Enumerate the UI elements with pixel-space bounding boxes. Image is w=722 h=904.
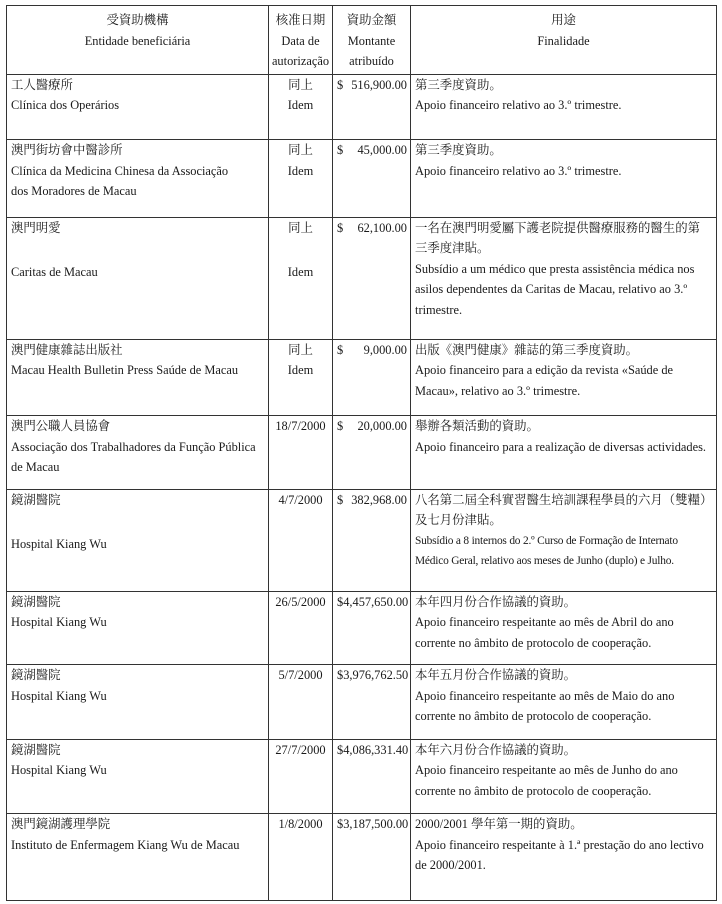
header-amount-pt1: Montante (347, 33, 396, 48)
beneficiary-cell (7, 665, 269, 740)
date-value: 18/7/2000 (275, 419, 326, 434)
beneficiary-zh: 澳門健康雜誌出版社 (11, 342, 123, 357)
amount-cell (333, 416, 411, 490)
amount-value: 4,457,650.00 (343, 594, 409, 609)
amount-cell (333, 814, 411, 901)
purpose-zh: 2000/2001 學年第一期的資助。 (415, 817, 583, 832)
date-value: 1/8/2000 (278, 817, 323, 832)
beneficiary-cell (7, 217, 269, 339)
beneficiary-pt: Hospital Kiang Wu (11, 615, 107, 630)
purpose-cell (411, 665, 717, 740)
beneficiary-pt: Hospital Kiang Wu (11, 763, 107, 778)
beneficiary-pt: Hospital Kiang Wu (11, 688, 107, 703)
purpose-zh: 本年四月份合作協議的資助。 (415, 594, 577, 609)
header-date-pt1: Data de (281, 33, 320, 48)
date-cell (269, 217, 333, 339)
amount-cell (333, 140, 411, 218)
currency-symbol: $ (337, 220, 344, 235)
date-pt: Idem (287, 163, 314, 178)
date-zh: 同上 (288, 143, 313, 158)
purpose-zh: 第三季度資助。 (415, 143, 502, 158)
table-row (7, 814, 717, 901)
purpose-cell (411, 814, 717, 901)
beneficiary-pt: Instituto de Enfermagem Kiang Wu de Macau (11, 837, 240, 852)
table-row (7, 416, 717, 490)
date-cell (269, 489, 333, 591)
date-cell (269, 339, 333, 416)
beneficiary-pt: Clínica dos Operários (11, 98, 120, 113)
beneficiary-zh: 鏡湖醫院 (11, 492, 61, 507)
purpose-pt: Apoio financeiro para a realização de diversas actividades. (415, 439, 707, 454)
table-row (7, 217, 717, 339)
header-amount-zh: 資助金額 (346, 13, 397, 27)
date-value: 5/7/2000 (278, 668, 323, 683)
currency-symbol: $ (337, 143, 344, 158)
date-value: 26/5/2000 (275, 594, 326, 609)
header-beneficiary-zh: 受資助機構 (106, 13, 169, 27)
beneficiary-zh: 鏡湖醫院 (11, 668, 61, 683)
date-cell (269, 74, 333, 140)
header-purpose (411, 6, 717, 75)
purpose-zh: 第三季度資助。 (415, 77, 502, 92)
header-purpose-pt: Finalidade (537, 33, 590, 48)
beneficiary-pt: Macau Health Bulletin Press Saúde de Macau (11, 363, 239, 378)
table-row (7, 339, 717, 416)
beneficiary-pt: Clínica da Medicina Chinesa da Associação (11, 163, 229, 178)
currency-symbol: $ (337, 492, 344, 507)
beneficiary-cell (7, 416, 269, 490)
table-row (7, 739, 717, 814)
purpose-zh: 八名第二屆全科實習醫生培訓課程學員的六月（雙糧）及七月份津貼。 (415, 492, 707, 528)
header-purpose-zh: 用途 (551, 13, 576, 27)
beneficiary-zh: 鏡湖醫院 (11, 742, 61, 757)
amount-cell (333, 339, 411, 416)
header-amount (333, 6, 411, 75)
purpose-cell (411, 74, 717, 140)
currency-symbol: $ (337, 817, 344, 832)
currency-symbol: $ (337, 594, 344, 609)
header-beneficiary-pt: Entidade beneficiária (84, 33, 191, 48)
amount-cell (333, 665, 411, 740)
header-beneficiary (7, 6, 269, 75)
purpose-pt: Apoio financeiro relativo ao 3.º trimestre. (415, 98, 622, 113)
amount-value: 4,086,331.40 (343, 742, 409, 757)
beneficiary-zh: 工人醫療所 (11, 77, 73, 92)
beneficiary-pt: Associação dos Trabalhadores da Função Pública de Macau (11, 439, 256, 475)
purpose-cell (411, 489, 717, 591)
date-pt: Idem (287, 363, 314, 378)
beneficiary-zh: 澳門街坊會中醫診所 (11, 143, 123, 158)
amount-cell (333, 739, 411, 814)
purpose-pt: Apoio financeiro respeitante à 1.ª prestação do ano lectivo de 2000/2001. (415, 837, 704, 873)
date-pt: Idem (287, 98, 314, 113)
table-row (7, 74, 717, 140)
date-cell (269, 416, 333, 490)
beneficiary-cell (7, 74, 269, 140)
beneficiary-cell (7, 140, 269, 218)
purpose-cell (411, 739, 717, 814)
purpose-pt: Apoio financeiro para a edição da revista «Saúde de Macau», relativo ao 3.º trimestre. (415, 363, 674, 398)
beneficiary-cell (7, 591, 269, 665)
currency-symbol: $ (337, 419, 344, 434)
beneficiary-zh: 澳門公職人員協會 (11, 419, 111, 434)
table-row (7, 489, 717, 591)
table-row (7, 591, 717, 665)
amount-cell (333, 217, 411, 339)
date-value: 27/7/2000 (275, 742, 326, 757)
purpose-zh: 本年五月份合作協議的資助。 (415, 668, 577, 683)
header-date-pt2: autorização (271, 54, 330, 68)
beneficiary-zh: 澳門明愛 (11, 220, 61, 235)
header-date-zh: 核准日期 (275, 13, 326, 27)
date-pt: Idem (287, 265, 314, 280)
date-cell (269, 665, 333, 740)
beneficiary-pt: Hospital Kiang Wu (11, 537, 107, 552)
amount-value: 3,976,762.50 (343, 668, 409, 683)
date-cell (269, 739, 333, 814)
currency-symbol: $ (337, 342, 344, 357)
purpose-pt: Apoio financeiro respeitante ao mês de Junho do ano corrente no âmbito de protocolo de cooperação. (415, 763, 678, 798)
beneficiary-pt: dos Moradores de Macau (11, 184, 137, 199)
amount-value: 516,900.00 (351, 77, 407, 92)
purpose-pt: Apoio financeiro respeitante ao mês de Abril do ano corrente no âmbito de protocolo de cooperação. (415, 615, 674, 650)
table-row (7, 140, 717, 218)
date-cell (269, 140, 333, 218)
purpose-cell (411, 591, 717, 665)
purpose-cell (411, 339, 717, 416)
currency-symbol: $ (337, 668, 344, 683)
date-value: 4/7/2000 (278, 492, 323, 507)
purpose-pt: Apoio financeiro respeitante ao mês de Maio do ano corrente no âmbito de protocolo de cooperação. (415, 688, 675, 724)
date-cell (269, 591, 333, 665)
purpose-zh: 本年六月份合作協議的資助。 (415, 742, 577, 757)
date-zh: 同上 (288, 77, 313, 92)
date-cell (269, 814, 333, 901)
currency-symbol: $ (337, 742, 344, 757)
beneficiary-cell (7, 489, 269, 591)
header-date (269, 6, 333, 75)
amount-value: 62,100.00 (357, 220, 407, 235)
table-row (7, 665, 717, 740)
purpose-zh: 舉辦各類活動的資助。 (415, 419, 539, 434)
amount-cell (333, 489, 411, 591)
header-row (7, 6, 717, 75)
date-zh: 同上 (288, 342, 313, 357)
amount-value: 3,187,500.00 (343, 817, 409, 832)
purpose-cell (411, 217, 717, 339)
amount-cell (333, 74, 411, 140)
purpose-zh: 出版《澳門健康》雜誌的第三季度資助。 (415, 342, 639, 357)
purpose-cell (411, 416, 717, 490)
purpose-cell (411, 140, 717, 218)
purpose-pt: Subsídio a 8 internos do 2.º Curso de Formação de Internato Médico Geral, relativo aos meses de Junho (duplo) e Julho. (415, 534, 678, 567)
beneficiary-zh: 澳門鏡湖護理學院 (11, 817, 111, 832)
amount-value: 45,000.00 (357, 143, 407, 158)
amount-value: 382,968.00 (351, 492, 407, 507)
amount-value: 9,000.00 (363, 342, 407, 357)
currency-symbol: $ (337, 77, 344, 92)
amount-value: 20,000.00 (357, 419, 407, 434)
date-zh: 同上 (288, 220, 313, 235)
purpose-pt: Subsídio a um médico que presta assistência médica nos asilos dependentes da Caritas de Macau, relativo ao 3.º trimestre. (415, 261, 695, 317)
header-amount-pt2: atribuído (349, 54, 394, 68)
purpose-pt: Apoio financeiro relativo ao 3.º trimestre. (415, 163, 622, 178)
grants-table (6, 5, 717, 901)
beneficiary-pt: Caritas de Macau (11, 265, 98, 280)
beneficiary-cell (7, 339, 269, 416)
beneficiary-cell (7, 814, 269, 901)
beneficiary-cell (7, 739, 269, 814)
amount-cell (333, 591, 411, 665)
beneficiary-zh: 鏡湖醫院 (11, 594, 61, 609)
purpose-zh: 一名在澳門明愛屬下護老院提供醫療服務的醫生的第三季度津貼。 (415, 220, 700, 256)
